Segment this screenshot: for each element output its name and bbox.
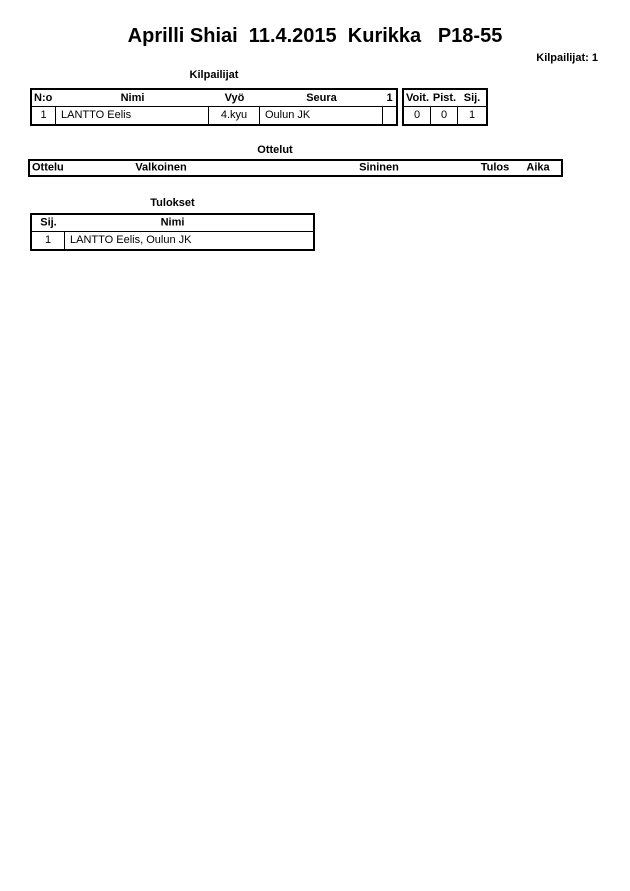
cell-competitor-name: LANTTO Eelis [56, 107, 209, 124]
competitors-header-row [32, 90, 396, 107]
matches-table [28, 159, 563, 177]
final-result-row [32, 232, 313, 249]
header-cell-voit: Voit. [405, 91, 429, 104]
matches-header-row [30, 161, 561, 175]
header-cell-seura: Seura [306, 91, 337, 104]
header-cell-opponent-1: 1 [386, 91, 393, 104]
cell-competitor-belt: 4.kyu [209, 107, 260, 124]
cell-final-name: LANTTO Eelis, Oulun JK [70, 234, 192, 246]
cell-competitor-number: 1 [32, 107, 56, 124]
section-title-tulokset: Tulokset [150, 197, 195, 209]
header-cell-sij: Sij. [463, 91, 481, 104]
page-title: Aprilli Shiai 11.4.2015 Kurikka P18-55 [127, 25, 503, 47]
header-cell-tulos: Tulos [480, 161, 510, 174]
cell-final-placement: 1 [32, 232, 65, 249]
results-header-row [404, 90, 486, 107]
header-cell-name: Nimi [160, 216, 185, 229]
cell-placement: 1 [468, 109, 476, 121]
header-cell-pist: Pist. [432, 91, 457, 104]
competitors-table-main [30, 88, 398, 126]
header-cell-vyo: Vyö [224, 91, 245, 104]
header-cell-placement: Sij. [40, 216, 57, 229]
cell-opponent-1-result [383, 107, 396, 124]
section-title-ottelut: Ottelut [257, 144, 293, 156]
cell-competitor-club: Oulun JK [260, 107, 383, 124]
cell-wins: 0 [404, 107, 431, 124]
results-row [404, 107, 486, 124]
header-cell-sininen: Sininen [359, 161, 399, 174]
competitor-count: Kilpailijat: 1 [536, 52, 598, 64]
final-results-table [30, 213, 315, 251]
cell-points: 0 [431, 107, 458, 124]
final-results-header-row [32, 215, 313, 232]
competitors-table [30, 88, 488, 126]
header-cell-ottelu: Ottelu [32, 161, 64, 174]
header-cell-nimi: Nimi [120, 91, 145, 104]
header-cell-no: N:o [34, 91, 53, 104]
competitor-row [32, 107, 396, 124]
header-cell-valkoinen: Valkoinen [135, 161, 187, 174]
header-cell-aika: Aika [526, 161, 550, 174]
competitors-table-results [402, 88, 488, 126]
section-title-kilpailijat: Kilpailijat [189, 69, 239, 81]
